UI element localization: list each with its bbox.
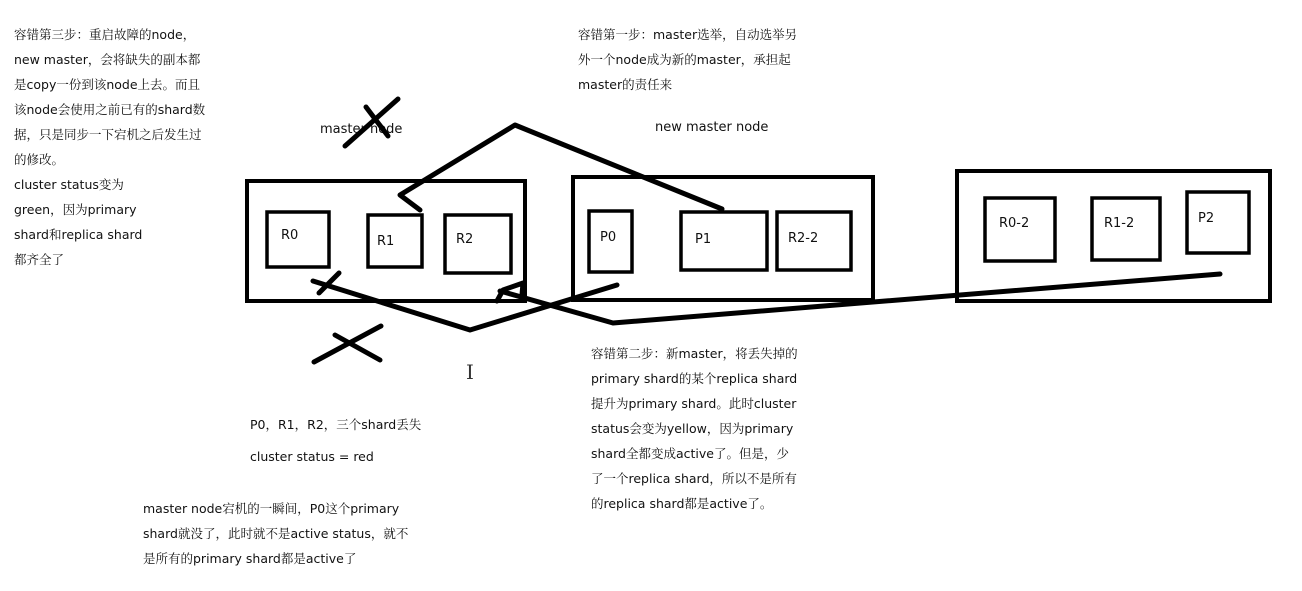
shard-box-r2 <box>445 215 511 273</box>
shard-label-r0-2: R0-2 <box>999 216 1030 231</box>
shard-label-p0: P0 <box>600 230 617 245</box>
note-cluster-status: cluster status = red <box>250 449 374 464</box>
note-step1: 容错第一步：master选举，自动选举另 外一个node成为新的master，承担起 master的责任来 <box>578 27 798 92</box>
label-new-master-node: new master node <box>655 120 769 135</box>
shard-label-r1: R1 <box>377 234 395 249</box>
shard-label-r0: R0 <box>281 228 299 243</box>
shard-label-r2: R2 <box>456 232 474 247</box>
label-master-node: master node <box>320 122 403 137</box>
text-cursor-icon: I <box>466 360 474 384</box>
note-master-down: master node宕机的一瞬间，P0这个primary shard就没了，此时就不是active status，就不 是所有的primary shard都是active了 <box>143 501 409 566</box>
note-step2: 容错第二步：新master，将丢失掉的 primary shard的某个replica shard 提升为primary shard。此时cluster status会变为yellow，因为primary shard全都变成active了。但是，少 了一个replica shard，所以不是所有 的replica shard都是active了。 <box>591 346 798 511</box>
shard-box-p1 <box>681 212 767 270</box>
shard-box-p2 <box>1187 192 1249 253</box>
note-lost-shards: P0，R1，R2，三个shard丢失 <box>250 417 422 432</box>
note-step3: 容错第三步：重启故障的node， new master，会将缺失的副本都 是copy一份到该node上去。而且 该node会使用之前已有的shard数 据，只是同步一下宕机之后发生过 的修改。 cluster status变为 green，因为primary shard和replica shard 都齐全了 <box>14 27 206 267</box>
node-box-2 <box>573 177 873 300</box>
shard-label-p1: P1 <box>695 232 712 247</box>
replica-line-top <box>400 125 722 210</box>
shard-label-r2-2: R2-2 <box>788 231 819 246</box>
shard-label-p2: P2 <box>1198 211 1215 226</box>
shard-label-r1-2: R1-2 <box>1104 216 1135 231</box>
cross-mark-master-a <box>345 99 398 146</box>
